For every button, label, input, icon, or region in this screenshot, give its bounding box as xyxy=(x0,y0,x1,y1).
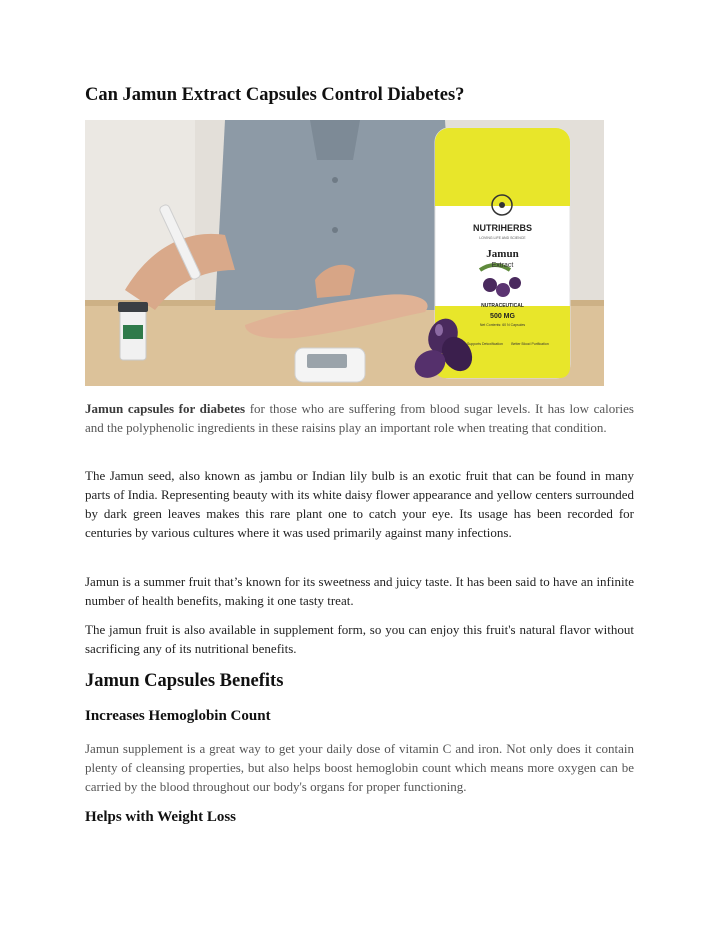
benefits-heading: Jamun Capsules Benefits xyxy=(85,671,284,691)
benefit-heading-hemoglobin: Increases Hemoglobin Count xyxy=(85,708,271,724)
bottle-dose: 500 MG xyxy=(490,313,515,320)
bottle-brand: NUTRIHERBS xyxy=(472,223,532,233)
intro-lead: Jamun capsules for diabetes xyxy=(85,401,246,416)
bottle-category: NUTRACEUTICAL xyxy=(481,303,524,309)
hero-image xyxy=(85,120,604,386)
bottle-net: Net Contents: 60 N Capsules xyxy=(479,323,526,327)
paragraph-supplement: The jamun fruit is also available in supplement form, so you can enjoy this fruit's natural flavor without sacrificing any of its nutritional benefits. xyxy=(85,622,634,656)
bottle-product-sub: Extract xyxy=(491,262,514,269)
bottle-tagline: LOVING LIFE AND SCIENCE xyxy=(479,236,526,240)
bottle-claim-1: Supports Detoxification xyxy=(467,342,503,346)
paragraph-summer-fruit: Jamun is a summer fruit that’s known for its sweetness and juicy taste. It has been said to have an infinite number of health benefits, making it one tasty treat. xyxy=(85,574,634,608)
bottle-claim-2: Better Blood Purification xyxy=(511,342,549,346)
paragraph-jamun-seed: The Jamun seed, also known as jambu or Indian lily bulb is an exotic fruit that can be found in many parts of India. Representing beauty with its white daisy flower appearance and yellow centers surrounded by dark green leaves makes this rare plant one to catch your eye. Its usage has been recorded for centuries by various cultures where it was used primarily against many infections. xyxy=(85,468,634,540)
benefit-heading-weight-loss: Helps with Weight Loss xyxy=(85,809,237,825)
intro-rest: for those who are suffering from blood sugar levels. It has low calories and the polyphenolic ingredients in these raisins play an important role when treating that condition. xyxy=(85,401,634,435)
benefit-text-hemoglobin: Jamun supplement is a great way to get your daily dose of vitamin C and iron. Not only does it contain plenty of cleansing properties, but also helps boost hemoglobin count which means more oxygen can be carried by the blood throughout our body's organs for proper functioning. xyxy=(85,741,634,794)
bottle-product: Jamun xyxy=(486,248,519,260)
page-title: Can Jamun Extract Capsules Control Diabetes? xyxy=(85,85,465,105)
intro-paragraph xyxy=(85,399,634,437)
